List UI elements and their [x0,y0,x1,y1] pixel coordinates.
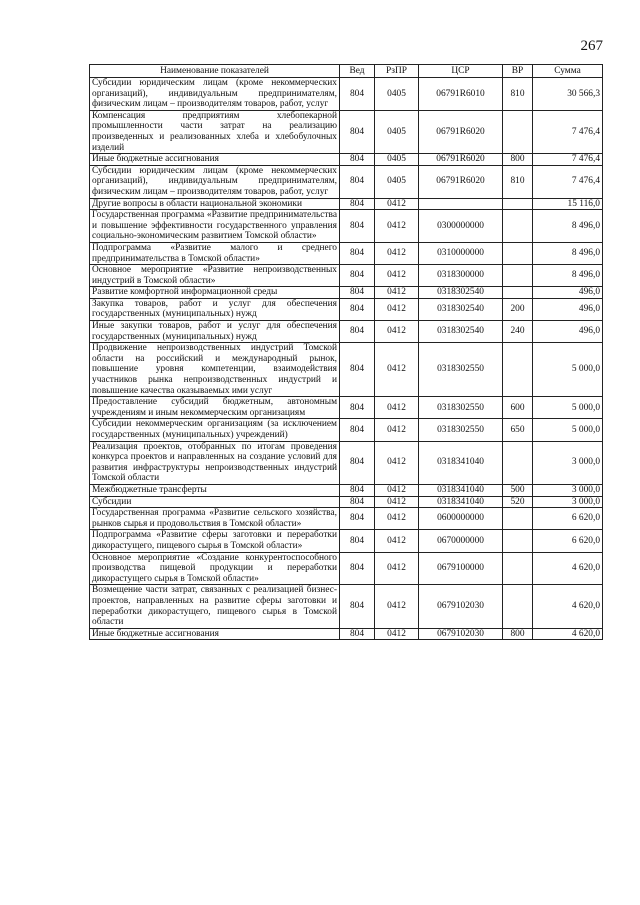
row-sum: 8 496,0 [533,210,603,243]
page-number: 267 [580,38,603,54]
row-csr: 06791R6020 [419,154,503,166]
row-rzpr: 0412 [375,265,419,287]
row-name: Субсидии юридическим лицам (кроме некоммерческих организаций), индивидуальным предпринимателям, физическим лицам – производителям товаров, работ, услуг [90,78,340,111]
row-csr: 06791R6010 [419,78,503,111]
table-row [90,154,603,166]
table-row [90,210,603,243]
row-sum: 4 620,0 [533,552,603,585]
row-csr: 06791R6020 [419,165,503,198]
row-ved: 804 [340,198,375,210]
row-ved: 804 [340,397,375,419]
row-sum: 7 476,4 [533,110,603,153]
row-vr [503,585,533,628]
row-sum: 7 476,4 [533,154,603,166]
row-sum: 5 000,0 [533,343,603,397]
row-sum: 6 620,0 [533,508,603,530]
row-name: Основное мероприятие «Развитие непроизводственных индустрий в Томской области» [90,265,340,287]
row-csr: 0318341040 [419,496,503,508]
row-rzpr: 0405 [375,165,419,198]
row-csr: 0318300000 [419,265,503,287]
header-csr: ЦСР [419,65,503,78]
row-csr: 0318341040 [419,441,503,484]
row-name: Межбюджетные трансферты [90,484,340,496]
header-name: Наименование показателей [90,65,340,78]
row-vr [503,508,533,530]
row-vr: 240 [503,321,533,343]
row-rzpr: 0412 [375,628,419,640]
row-rzpr: 0412 [375,287,419,299]
row-vr [503,552,533,585]
row-ved: 804 [340,110,375,153]
row-csr: 0318302550 [419,419,503,441]
row-name: Иные бюджетные ассигнования [90,154,340,166]
row-ved: 804 [340,321,375,343]
row-rzpr: 0405 [375,154,419,166]
row-name: Иные бюджетные ассигнования [90,628,340,640]
row-name: Другие вопросы в области национальной экономики [90,198,340,210]
table-row [90,321,603,343]
row-rzpr: 0412 [375,242,419,264]
row-rzpr: 0412 [375,530,419,552]
row-rzpr: 0412 [375,343,419,397]
row-rzpr: 0412 [375,298,419,320]
row-ved: 804 [340,419,375,441]
row-name: Субсидии некоммерческим организациям (за исключением государственных (муниципальных) учреждений) [90,419,340,441]
row-rzpr: 0412 [375,552,419,585]
row-csr: 0318302550 [419,343,503,397]
row-name: Иные закупки товаров, работ и услуг для обеспечения государственных (муниципальных) нужд [90,321,340,343]
row-csr: 0318302550 [419,397,503,419]
row-ved: 804 [340,585,375,628]
row-vr: 650 [503,419,533,441]
row-vr: 810 [503,78,533,111]
table-body [90,78,603,640]
row-rzpr: 0412 [375,321,419,343]
table-row [90,419,603,441]
table-row [90,242,603,264]
budget-table [89,64,603,640]
row-sum: 496,0 [533,321,603,343]
row-csr: 06791R6020 [419,110,503,153]
row-vr: 810 [503,165,533,198]
table-row [90,552,603,585]
row-csr: 0318302540 [419,287,503,299]
row-csr: 0318302540 [419,298,503,320]
header-sum: Сумма [533,65,603,78]
table-row [90,78,603,111]
row-ved: 804 [340,552,375,585]
row-csr: 0679102030 [419,628,503,640]
table-row [90,530,603,552]
row-csr: 0310000000 [419,242,503,264]
table-row [90,165,603,198]
row-vr [503,441,533,484]
row-csr: 0670000000 [419,530,503,552]
table-row [90,585,603,628]
row-vr [503,265,533,287]
row-name: Государственная программа «Развитие сельского хозяйства, рынков сырья и продовольствия в Томской области» [90,508,340,530]
row-name: Закупка товаров, работ и услуг для обеспечения государственных (муниципальных) нужд [90,298,340,320]
table-header-row [90,65,603,78]
row-csr: 0300000000 [419,210,503,243]
table-row [90,441,603,484]
row-sum: 6 620,0 [533,530,603,552]
row-name: Подпрограмма «Развитие малого и среднего предпринимательства в Томской области» [90,242,340,264]
row-sum: 30 566,3 [533,78,603,111]
row-name: Субсидии юридическим лицам (кроме некоммерческих организаций), индивидуальным предпринимателям, физическим лицам – производителям товаров, работ, услуг [90,165,340,198]
row-vr [503,210,533,243]
row-name: Субсидии [90,496,340,508]
row-csr: 0318341040 [419,484,503,496]
row-ved: 804 [340,78,375,111]
row-rzpr: 0412 [375,508,419,530]
table-row [90,397,603,419]
row-ved: 804 [340,496,375,508]
header-ved: Вед [340,65,375,78]
row-ved: 804 [340,484,375,496]
table-row [90,110,603,153]
row-ved: 804 [340,441,375,484]
row-name: Основное мероприятие «Создание конкурентоспособного производства пищевой продукции и переработки дикорастущего сырья в Томской области» [90,552,340,585]
row-sum: 3 000,0 [533,441,603,484]
row-rzpr: 0412 [375,585,419,628]
row-sum: 8 496,0 [533,242,603,264]
row-sum: 7 476,4 [533,165,603,198]
table-row [90,343,603,397]
row-vr [503,343,533,397]
row-ved: 804 [340,265,375,287]
row-vr [503,530,533,552]
row-name: Компенсация предприятиям хлебопекарной промышленности части затрат на реализацию произведенных и реализованных хлеба и хлебобулочных изделий [90,110,340,153]
row-vr [503,242,533,264]
row-sum: 4 620,0 [533,585,603,628]
table-row [90,628,603,640]
row-vr [503,198,533,210]
row-vr: 600 [503,397,533,419]
row-csr: 0600000000 [419,508,503,530]
row-sum: 15 116,0 [533,198,603,210]
table-row [90,265,603,287]
row-ved: 804 [340,298,375,320]
row-ved: 804 [340,343,375,397]
table-row [90,508,603,530]
row-vr: 520 [503,496,533,508]
row-rzpr: 0412 [375,198,419,210]
row-csr: 0679100000 [419,552,503,585]
row-name: Подпрограмма «Развитие сферы заготовки и переработки дикорастущего, пищевого сырья в Томской области» [90,530,340,552]
row-sum: 496,0 [533,287,603,299]
row-csr: 0318302540 [419,321,503,343]
row-ved: 804 [340,287,375,299]
table-row [90,496,603,508]
row-name: Продвижение непроизводственных индустрий Томской области на российский и международный рынок, повышение уровня компетенции, взаимодействия участников рынка непроизводственных индустрий и повышение качества оказываемых ими услуг [90,343,340,397]
row-name: Предоставление субсидий бюджетным, автономным учреждениям и иным некоммерческим организациям [90,397,340,419]
row-rzpr: 0412 [375,484,419,496]
row-sum: 8 496,0 [533,265,603,287]
row-name: Государственная программа «Развитие предпринимательства и повышение эффективности государственного управления социально-экономическим развитием Томской области» [90,210,340,243]
row-csr [419,198,503,210]
row-name: Реализация проектов, отобранных по итогам проведения конкурса проектов и направленных на создание условий для развития инфраструктуры непроизводственных индустрий Томской области [90,441,340,484]
row-name: Возмещение части затрат, связанных с реализацией бизнес-проектов, направленных на развитие сферы заготовки и переработки дикорастущего, пищевого сырья в Томской области [90,585,340,628]
row-sum: 3 000,0 [533,484,603,496]
table-row [90,198,603,210]
row-sum: 4 620,0 [533,628,603,640]
row-vr [503,287,533,299]
row-ved: 804 [340,628,375,640]
row-ved: 804 [340,530,375,552]
row-sum: 496,0 [533,298,603,320]
row-vr: 200 [503,298,533,320]
row-csr: 0679102030 [419,585,503,628]
table-row [90,298,603,320]
row-vr: 800 [503,628,533,640]
header-vr: ВР [503,65,533,78]
row-vr [503,110,533,153]
row-rzpr: 0405 [375,110,419,153]
table-row [90,484,603,496]
row-vr: 500 [503,484,533,496]
table-row [90,287,603,299]
row-rzpr: 0412 [375,496,419,508]
row-ved: 804 [340,242,375,264]
row-vr: 800 [503,154,533,166]
row-rzpr: 0412 [375,210,419,243]
row-rzpr: 0412 [375,441,419,484]
header-rzpr: РзПР [375,65,419,78]
row-ved: 804 [340,508,375,530]
row-sum: 5 000,0 [533,397,603,419]
row-ved: 804 [340,210,375,243]
row-ved: 804 [340,154,375,166]
row-rzpr: 0405 [375,78,419,111]
row-rzpr: 0412 [375,419,419,441]
row-name: Развитие комфортной информационной среды [90,287,340,299]
row-rzpr: 0412 [375,397,419,419]
row-sum: 3 000,0 [533,496,603,508]
row-sum: 5 000,0 [533,419,603,441]
row-ved: 804 [340,165,375,198]
